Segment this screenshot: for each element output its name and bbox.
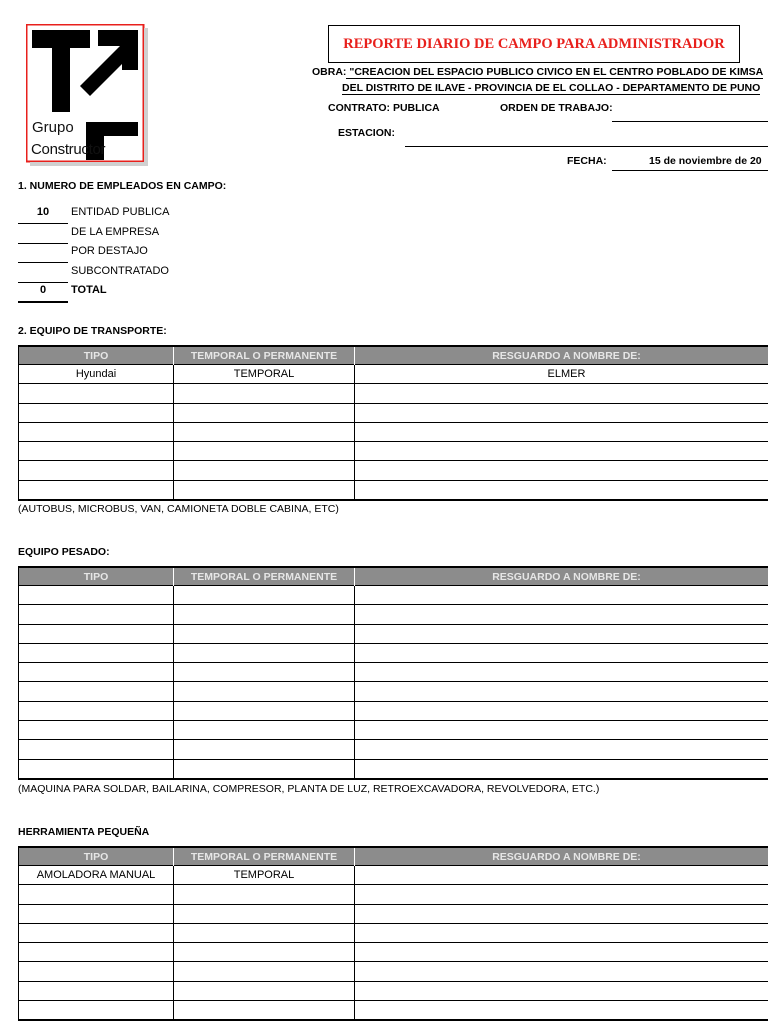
obra-label: OBRA: [312,66,347,78]
table-row [19,682,768,701]
employee-total-label: TOTAL [71,284,107,296]
cell-tipo[interactable] [19,663,174,682]
table-header-row [19,847,768,866]
employee-row [18,244,218,264]
cell-resguardo[interactable] [355,480,768,500]
cell-resguardo[interactable] [355,643,768,662]
table-row [19,663,768,682]
employee-row [18,225,218,245]
cell-resguardo[interactable] [355,586,768,605]
table-row [19,904,768,923]
cell-temporal[interactable] [174,605,355,624]
cell-temporal[interactable] [174,981,355,1000]
cell-temporal[interactable] [174,923,355,942]
heavy-equipment-table [18,566,768,780]
cell-tipo[interactable] [19,923,174,942]
cell-temporal[interactable] [174,480,355,500]
cell-temporal[interactable] [174,885,355,904]
heavy-note: (MAQUINA PARA SOLDAR, BAILARINA, COMPRESOR, PLANTA DE LUZ, RETROEXCAVADORA, REVOLVEDORA, ETC.) [18,783,600,795]
column-header-tipo: TIPO [19,847,174,866]
logo-text-constructor: Constructor [31,141,106,158]
cell-tipo[interactable] [19,962,174,981]
fecha-value: 15 de noviembre de 20 [649,155,762,167]
cell-temporal[interactable] [174,384,355,403]
column-header-temporal: TEMPORAL O PERMANENTE [174,847,355,866]
obra-value-line-1: "CREACION DEL ESPACIO PUBLICO CIVICO EN EL CENTRO POBLADO DE KIMSA [346,66,764,78]
cell-tipo[interactable] [19,721,174,740]
table-row [19,885,768,904]
cell-tipo[interactable] [19,422,174,441]
cell-tipo[interactable] [19,384,174,403]
employee-total-count[interactable]: 0 [39,284,47,296]
table-row [19,923,768,942]
cell-temporal[interactable] [174,663,355,682]
cell-temporal[interactable] [174,442,355,461]
cell-resguardo[interactable] [355,624,768,643]
small-tools-table [18,846,768,1021]
table-row [19,480,768,500]
cell-resguardo[interactable] [355,461,768,480]
obra-line-1 [312,66,763,78]
table-row [19,962,768,981]
cell-tipo[interactable] [19,624,174,643]
logo-text-grupo: Grupo [32,119,74,136]
cell-tipo[interactable]: AMOLADORA MANUAL [19,866,174,885]
cell-tipo[interactable] [19,759,174,779]
cell-resguardo[interactable] [355,866,768,885]
cell-temporal[interactable]: TEMPORAL [174,866,355,885]
cell-tipo[interactable] [19,904,174,923]
estacion-label: ESTACION: [338,127,395,139]
cell-resguardo[interactable] [355,904,768,923]
cell-tipo[interactable]: Hyundai [19,365,174,384]
cell-tipo[interactable] [19,1001,174,1021]
table-header-row [19,346,768,365]
column-header-temporal: TEMPORAL O PERMANENTE [174,346,355,365]
cell-temporal[interactable] [174,586,355,605]
report-title: REPORTE DIARIO DE CAMPO PARA ADMINISTRADOR [328,25,740,63]
cell-tipo[interactable] [19,403,174,422]
cell-resguardo[interactable] [355,442,768,461]
cell-tipo[interactable] [19,943,174,962]
cell-temporal[interactable] [174,643,355,662]
cell-resguardo[interactable] [355,721,768,740]
cell-resguardo[interactable] [355,682,768,701]
column-header-tipo: TIPO [19,567,174,586]
cell-tipo[interactable] [19,682,174,701]
cell-tipo[interactable] [19,643,174,662]
cell-resguardo[interactable] [355,422,768,441]
cell-temporal[interactable] [174,740,355,759]
transport-note: (AUTOBUS, MICROBUS, VAN, CAMIONETA DOBLE CABINA, ETC) [18,503,339,515]
table-row [19,1001,768,1021]
cell-temporal[interactable] [174,461,355,480]
column-header-resguardo: RESGUARDO A NOMBRE DE: [355,847,768,866]
column-header-resguardo: RESGUARDO A NOMBRE DE: [355,346,768,365]
cell-temporal[interactable] [174,422,355,441]
cell-tipo[interactable] [19,442,174,461]
employee-count[interactable]: 10 [36,206,50,218]
cell-resguardo[interactable] [355,885,768,904]
cell-temporal[interactable]: TEMPORAL [174,365,355,384]
transport-section-title: 2. EQUIPO DE TRANSPORTE: [18,325,167,337]
table-row [19,701,768,720]
transport-table [18,345,768,501]
cell-tipo[interactable] [19,586,174,605]
cell-resguardo[interactable] [355,923,768,942]
contrato-label: CONTRATO: PUBLICA [328,102,440,114]
cell-tipo[interactable] [19,981,174,1000]
table-row [19,721,768,740]
cell-resguardo[interactable]: ELMER [355,365,768,384]
table-row [19,740,768,759]
column-header-tipo: TIPO [19,346,174,365]
table-row [19,384,768,403]
cell-resguardo[interactable] [355,605,768,624]
cell-temporal[interactable] [174,759,355,779]
employee-row [18,205,218,225]
column-header-temporal: TEMPORAL O PERMANENTE [174,567,355,586]
employee-row [18,264,218,284]
cell-resguardo[interactable] [355,1001,768,1021]
cell-temporal[interactable] [174,962,355,981]
employee-row-total [18,283,218,303]
company-logo [26,24,148,166]
cell-temporal[interactable] [174,1001,355,1021]
table-row [19,442,768,461]
employees-section-title: 1. NUMERO DE EMPLEADOS EN CAMPO: [18,180,227,192]
table-row [19,943,768,962]
cell-temporal[interactable] [174,721,355,740]
orden-trabajo-field[interactable] [612,121,768,122]
cell-resguardo[interactable] [355,962,768,981]
column-header-resguardo: RESGUARDO A NOMBRE DE: [355,567,768,586]
table-row [19,403,768,422]
table-row [19,759,768,779]
cell-resguardo[interactable] [355,981,768,1000]
cell-temporal[interactable] [174,943,355,962]
employees-list [18,205,218,303]
table-row [19,422,768,441]
orden-trabajo-label: ORDEN DE TRABAJO: [500,102,613,114]
obra-value-line-2: DEL DISTRITO DE ILAVE - PROVINCIA DE EL COLLAO - DEPARTAMENTO DE PUNO [342,82,761,94]
cell-tipo[interactable] [19,480,174,500]
fecha-field-line [612,170,768,171]
cell-tipo[interactable] [19,461,174,480]
table-row [19,365,768,384]
table-row [19,461,768,480]
cell-resguardo[interactable] [355,759,768,779]
employee-label: DE LA EMPRESA [71,225,160,238]
cell-temporal[interactable] [174,701,355,720]
employee-label: ENTIDAD PUBLICA [71,206,170,218]
table-row [19,605,768,624]
cell-resguardo[interactable] [355,943,768,962]
cell-resguardo[interactable] [355,740,768,759]
cell-tipo[interactable] [19,885,174,904]
cell-resguardo[interactable] [355,701,768,720]
table-row [19,866,768,885]
cell-temporal[interactable] [174,403,355,422]
table-row [19,586,768,605]
cell-temporal[interactable] [174,624,355,643]
estacion-field[interactable] [405,146,768,147]
table-row [19,624,768,643]
table-header-row [19,567,768,586]
cell-resguardo[interactable] [355,384,768,403]
cell-tipo[interactable] [19,701,174,720]
cell-tipo[interactable] [19,605,174,624]
fecha-label: FECHA: [567,155,607,167]
table-row [19,981,768,1000]
cell-tipo[interactable] [19,740,174,759]
tools-section-title: HERRAMIENTA PEQUEÑA [18,826,150,838]
cell-temporal[interactable] [174,904,355,923]
heavy-section-title: EQUIPO PESADO: [18,546,110,558]
employee-label: POR DESTAJO [71,245,148,257]
table-row [19,643,768,662]
cell-resguardo[interactable] [355,403,768,422]
cell-resguardo[interactable] [355,663,768,682]
employee-label: SUBCONTRATADO [71,264,169,277]
cell-temporal[interactable] [174,682,355,701]
